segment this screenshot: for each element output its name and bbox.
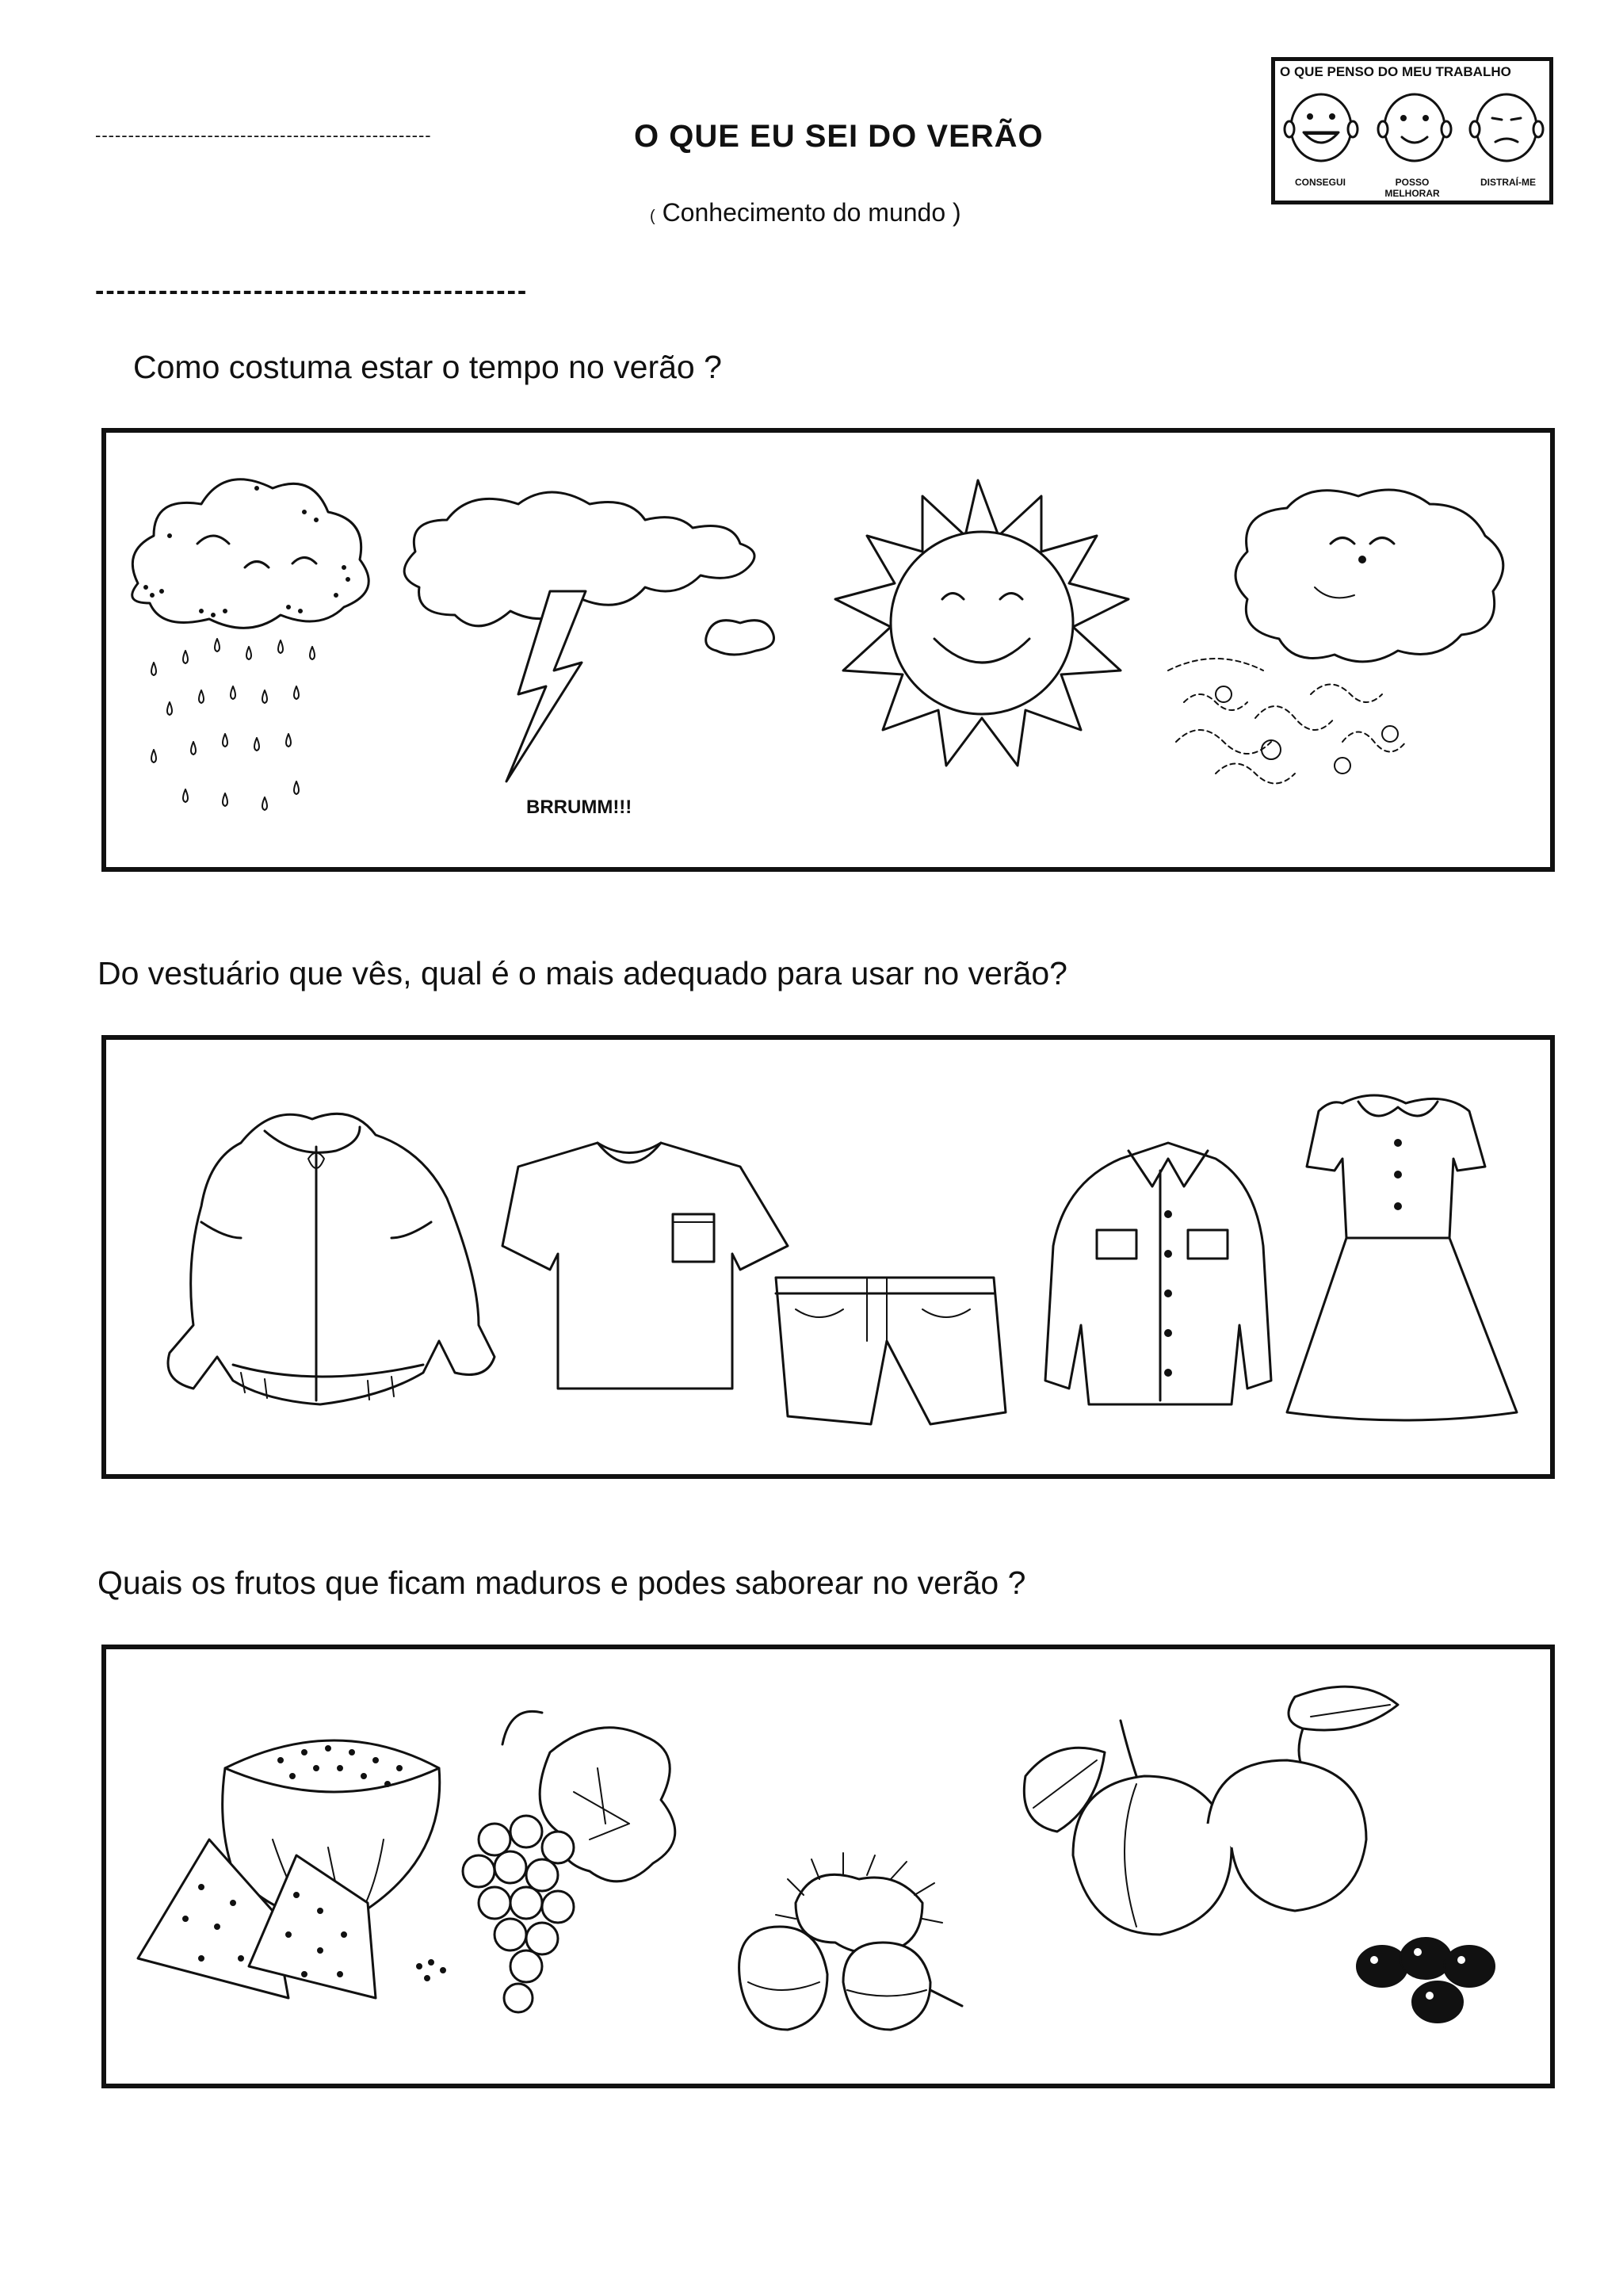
option-label-consegui: CONSEGUI — [1294, 177, 1346, 188]
sun-icon[interactable] — [835, 480, 1128, 766]
peaches-icon[interactable] — [1024, 1687, 1398, 1935]
wind-cloud-icon[interactable] — [1168, 490, 1503, 784]
shirt-icon[interactable] — [1045, 1143, 1271, 1404]
option-label-line: POSSO — [1395, 177, 1430, 188]
subtitle-text: Conhecimento do mundo ) — [662, 198, 961, 227]
sad-face-icon[interactable] — [1470, 94, 1543, 161]
option-label-line: MELHORAR — [1384, 188, 1440, 199]
jacket-icon[interactable] — [168, 1114, 495, 1404]
question-fruits: Quais os frutos que ficam maduros e podes saborear no verão ? — [97, 1564, 1026, 1601]
watermelon-icon[interactable] — [138, 1740, 445, 1998]
sound-text: BRRUMM!!! — [526, 797, 632, 818]
self-evaluation-box — [1271, 57, 1553, 204]
page-subtitle — [650, 198, 961, 227]
weather-options-panel — [101, 428, 1555, 872]
subtitle-paren: ( — [650, 208, 655, 225]
name-line: --------------------------------------------------- — [95, 125, 432, 145]
smile-face-icon[interactable] — [1378, 94, 1451, 161]
self-evaluation-faces — [1275, 83, 1549, 162]
question-clothing: Do vestuário que vês, qual é o mais adequado para usar no verão? — [97, 955, 1067, 991]
t-shirt-icon[interactable] — [502, 1143, 788, 1389]
option-label-posso-melhorar — [1377, 177, 1448, 199]
thunderstorm-icon[interactable] — [404, 492, 773, 818]
olives-icon[interactable] — [1357, 1938, 1495, 2023]
page-title: O QUE EU SEI DO VERÃO — [634, 119, 1044, 154]
dress-icon[interactable] — [1287, 1095, 1517, 1420]
chestnuts-icon[interactable] — [739, 1853, 962, 2030]
rain-cloud-icon[interactable] — [132, 479, 369, 810]
question-weather: Como costuma estar o tempo no verão ? — [133, 349, 722, 385]
self-evaluation-title: O QUE PENSO DO MEU TRABALHO — [1280, 64, 1511, 79]
happy-face-icon[interactable] — [1285, 94, 1358, 161]
grapes-icon[interactable] — [463, 1711, 675, 2012]
clothing-options-panel — [101, 1035, 1555, 1479]
shorts-icon[interactable] — [776, 1278, 1006, 1424]
name-line-2: ----------------------------------------- — [95, 276, 529, 306]
fruit-options-panel — [101, 1645, 1555, 2088]
option-label-distrai-me: DISTRAÍ-ME — [1480, 177, 1536, 188]
